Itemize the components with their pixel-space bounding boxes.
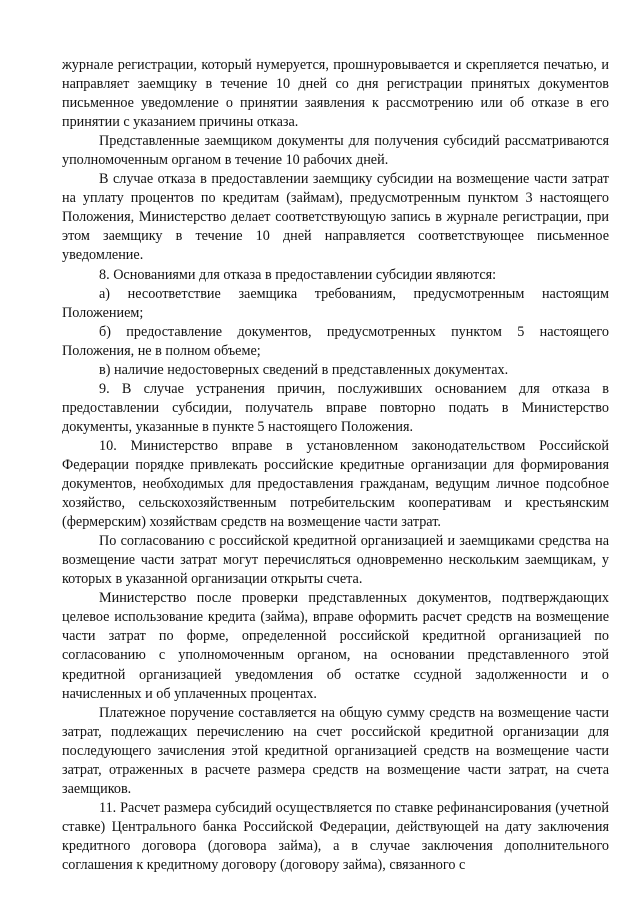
paragraph-item-8b: б) предоставление документов, предусмотренных пунктом 5 настоящего Положения, не в полном объеме;: [62, 323, 609, 359]
paragraph-refusal-record: В случае отказа в предоставлении заемщику субсидии на возмещение части затрат на уплату процентов по кредитам (займам), предусмотренным пунктом 3 настоящего Положения, Министерство делает соответствующую запись в журнале регистрации, при этом заемщику в течение 10 дней направляется соответствующее письменное уведомление.: [62, 171, 609, 264]
paragraph-item-8c: в) наличие недостоверных сведений в представленных документах.: [99, 361, 509, 378]
paragraph-review-period: Представленные заемщиком документы для получения субсидий рассматриваются уполномоченным органом в течение 10 рабочих дней.: [62, 133, 609, 169]
paragraph-item-10-payment-order: Платежное поручение составляется на общую сумму средств на возмещение части затрат, подлежащих перечислению на счет российской кредитной организации для последующего зачисления этой кредитной организацией средств на возмещение части затрат, отраженных в расчете размера средств на возмещение части затрат, на счета заемщиков.: [62, 704, 609, 797]
paragraph-item-11: 11. Расчет размера субсидий осуществляется по ставке рефинансирования (учетной ставке) Центрального банка Российской Федерации, действующей на дату заключения кредитного договора (договора займа), а в случае заключения дополнительного соглашения к кредитному договору (договору займа), связанного с: [62, 799, 609, 873]
paragraph-registration-journal: журнале регистрации, который нумеруется, прошнуровывается и скрепляется печатью, и направляет заемщику в течение 10 дней со дня регистрации принятых документов письменное уведомление о принятии заявления к рассмотрению или об отказе в его принятии с указанием причины отказа.: [62, 57, 609, 131]
paragraph-item-10-agreement: По согласованию с российской кредитной организацией и заемщиками средства на возмещение части затрат могут перечисляться одновременно нескольким заемщикам, у которых в указанной организации открыты счета.: [62, 533, 609, 588]
paragraph-item-10-calculation: Министерство после проверки представленных документов, подтверждающих целевое использование кредита (займа), вправе оформить расчет средств на возмещение части затрат по форме, определенной российской кредитной организацией по согласованию с уполномоченным органом, на основании представленного этой кредитной организацией уведомления об остатке ссудной задолженности и о начисленных и об уплаченных процентах.: [62, 590, 609, 702]
paragraph-item-8a: а) несоответствие заемщика требованиям, предусмотренным настоящим Положением;: [62, 285, 609, 321]
paragraph-item-8-heading: 8. Основаниями для отказа в предоставлении субсидии являются:: [99, 266, 497, 283]
document-page: [62, 56, 609, 875]
paragraph-item-9: 9. В случае устранения причин, послуживших основанием для отказа в предоставлении субсидии, получатель вправе повторно подать в Министерство документы, указанные в пункте 5 настоящего Положения.: [62, 380, 609, 435]
paragraph-item-10: 10. Министерство вправе в установленном законодательством Российской Федерации порядке привлекать российские кредитные организации для формирования документов, необходимых для предоставления гражданам, ведущим личное подсобное хозяйство, сельскохозяйственным потребительским кооперативам и крестьянским (фермерским) хозяйствам средств на возмещение части затрат.: [62, 437, 609, 531]
